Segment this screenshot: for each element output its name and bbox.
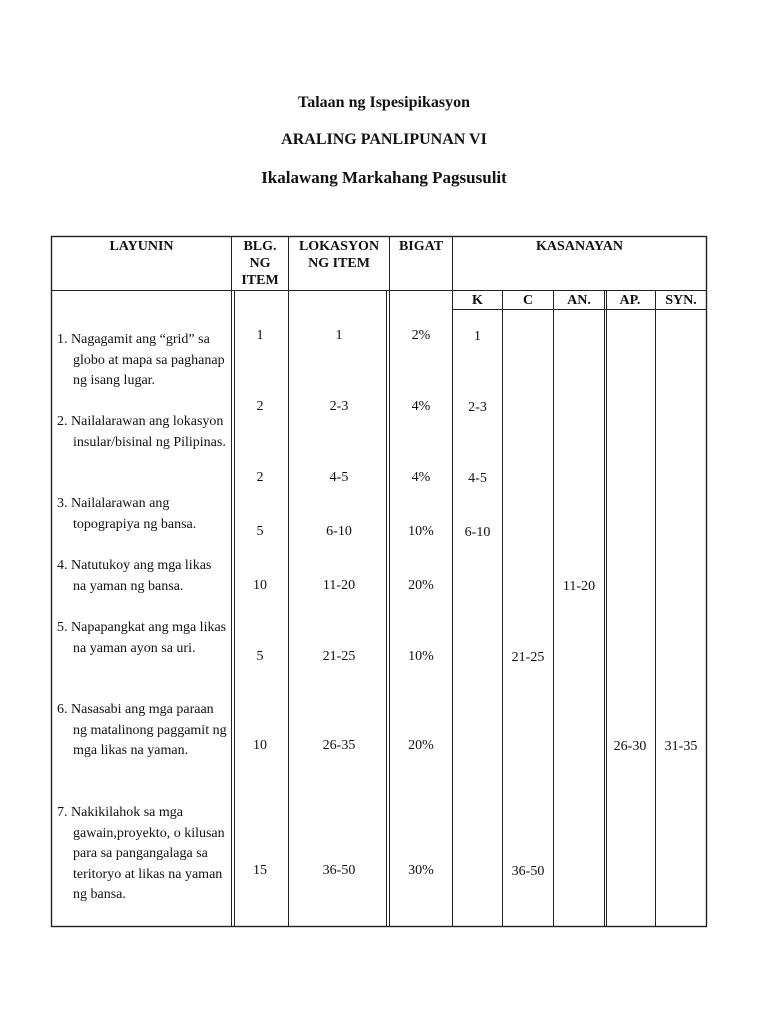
row-4-bigat: 10% <box>408 524 434 539</box>
row-2-k: 2-3 <box>468 400 487 415</box>
layunin-2: 2. Nailalarawan ang lokasyon insular/bisinal ng Pilipinas. <box>57 414 226 450</box>
document-title: Talaan ng Ispesipikasyon <box>298 94 470 111</box>
row-1-lokasyon: 1 <box>335 328 343 343</box>
row-2-bigat: 4% <box>411 399 431 414</box>
header-lokasyon: LOKASYON NG ITEM <box>298 239 380 271</box>
row-1-k: 1 <box>474 329 481 344</box>
header-kasanayan: KASANAYAN <box>536 239 623 254</box>
exam-title: Ikalawang Markahang Pagsusulit <box>261 168 507 187</box>
row-4-lokasyon: 6-10 <box>326 524 352 539</box>
layunin-4: 4. Natutukoy ang mga likas na yaman ng bansa. <box>57 558 212 594</box>
row-8-c: 36-50 <box>511 864 545 879</box>
row-7-lokasyon: 26-35 <box>322 738 356 753</box>
layunin-1: 1. Nagagamit ang “grid” sa globo at mapa sa paghanap ng isang lugar. <box>57 332 225 388</box>
row-7-syn: 31-35 <box>664 739 698 754</box>
row-8-blg: 15 <box>253 863 267 878</box>
header-syn: SYN. <box>665 293 697 308</box>
row-3-lokasyon: 4-5 <box>329 470 349 485</box>
layunin-3: 3. Nailalarawan ang topograpiya ng bansa. <box>57 496 197 532</box>
layunin-7: 7. Nakikilahok sa mga gawain,proyekto, o kilusan para sa pangangalaga sa teritoryo at likas na yaman ng bansa. <box>57 805 225 902</box>
header-k: K <box>472 293 483 308</box>
row-5-lokasyon: 11-20 <box>322 578 356 593</box>
subject-title: ARALING PANLIPUNAN VI <box>281 131 487 148</box>
row-8-bigat: 30% <box>408 863 434 878</box>
row-7-blg: 10 <box>253 738 267 753</box>
row-1-blg: 1 <box>256 328 264 343</box>
row-5-bigat: 20% <box>408 578 434 593</box>
row-6-bigat: 10% <box>408 649 434 664</box>
header-layunin: LAYUNIN <box>109 239 174 254</box>
header-ap: AP. <box>619 293 641 308</box>
header-blg-ng-item: BLG. NG ITEM <box>241 239 279 288</box>
layunin-5: 5. Napapangkat ang mga likas na yaman ayon sa uri. <box>57 620 227 656</box>
row-6-blg: 5 <box>256 649 264 664</box>
row-6-lokasyon: 21-25 <box>322 649 356 664</box>
row-6-c: 21-25 <box>511 650 545 665</box>
header-bigat: BIGAT <box>398 239 444 254</box>
header-an: AN. <box>567 293 591 308</box>
header-c: C <box>522 293 534 308</box>
row-8-lokasyon: 36-50 <box>322 863 356 878</box>
row-5-blg: 10 <box>253 578 267 593</box>
row-3-k: 4-5 <box>468 471 487 486</box>
row-3-blg: 2 <box>256 470 264 485</box>
row-7-bigat: 20% <box>408 738 434 753</box>
row-5-an: 11-20 <box>562 579 596 594</box>
layunin-6: 6. Nasasabi ang mga paraan ng matalinong paggamit ng mga likas na yaman. <box>57 702 227 758</box>
row-2-blg: 2 <box>256 399 264 414</box>
row-7-ap: 26-30 <box>613 739 647 754</box>
row-3-bigat: 4% <box>411 470 431 485</box>
row-2-lokasyon: 2-3 <box>329 399 349 414</box>
row-4-k: 6-10 <box>464 525 491 540</box>
row-1-bigat: 2% <box>411 328 431 343</box>
row-4-blg: 5 <box>256 524 264 539</box>
